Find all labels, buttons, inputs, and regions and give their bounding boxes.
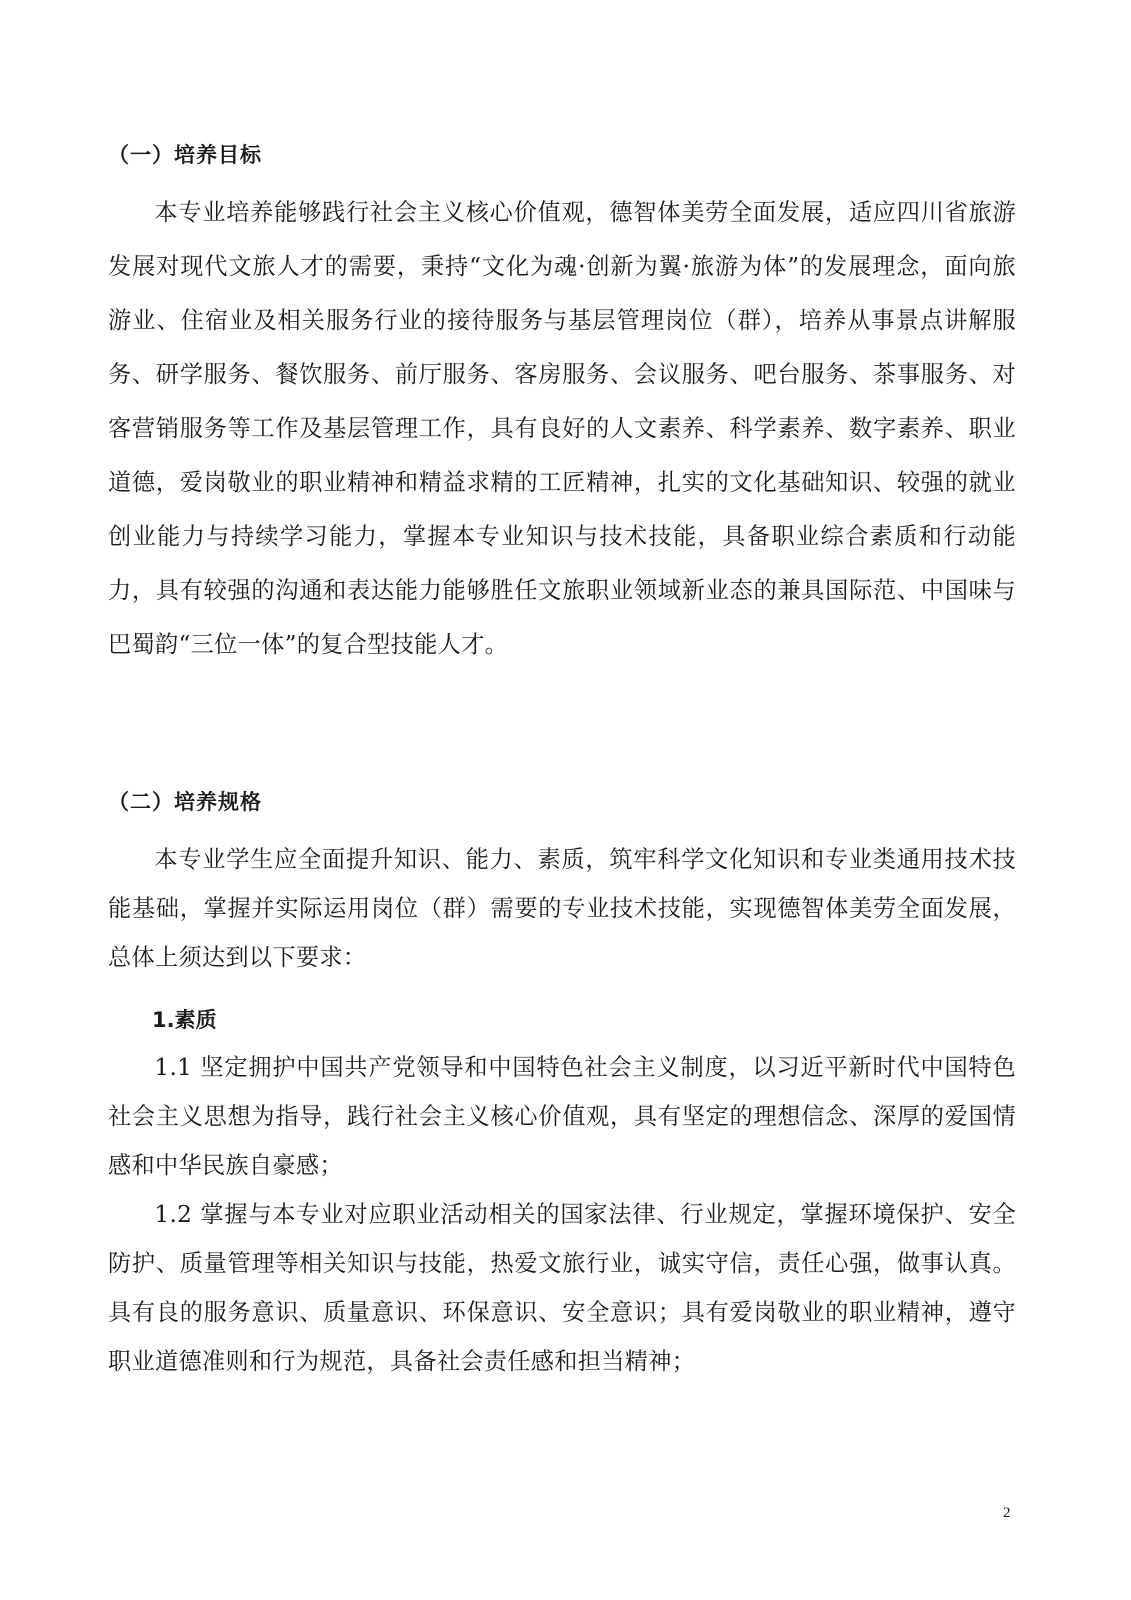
section-heading-training-goal: （一）培养目标 (108, 143, 262, 167)
quality-item-1-1: 1.1 坚定拥护中国共产党领导和中国特色社会主义制度，以习近平新时代中国特色社会主义思想为指导，践行社会主义核心价值观，具有坚定的理想信念、深厚的爱国情感和中华民族自豪感； (108, 1054, 1016, 1179)
training-spec-intro-paragraph: 本专业学生应全面提升知识、能力、素质，筑牢科学文化知识和专业类通用技术技能基础，掌握并实际运用岗位（群）需要的专业技术技能，实现德智体美劳全面发展，总体上须达到以下要求： (108, 846, 1016, 971)
training-goal-paragraph: 本专业培养能够践行社会主义核心价值观，德智体美劳全面发展，适应四川省旅游发展对现代文旅人才的需要，秉持“文化为魂·创新为翼·旅游为体”的发展理念，面向旅游业、住宿业及相关服务行业的接待服务与基层管理岗位（群），培养从事景点讲解服务、研学服务、餐饮服务、前厅服务、客房服务、会议服务、吧台服务、茶事服务、对客营销服务等工作及基层管理工作，具有良好的人文素养、科学素养、数字素养、职业道德，爱岗敬业的职业精神和精益求精的工匠精神，扎实的文化基础知识、较强的就业创业能力与持续学习能力，掌握本专业知识与技术技能，具备职业综合素质和行动能力，具有较强的沟通和表达能力能够胜任文旅职业领域新业态的兼具国际范、中国味与巴蜀韵“三位一体”的复合型技能人才。 (108, 199, 1016, 658)
quality-item-1-2: 1.2 掌握与本专业对应职业活动相关的国家法律、行业规定，掌握环境保护、安全防护、质量管理等相关知识与技能，热爱文旅行业，诚实守信，责任心强，做事认真。具有良的服务意识、质量意识、环保意识、安全意识；具有爱岗敬业的职业精神，遵守职业道德准则和行为规范，具备社会责任感和担当精神； (108, 1201, 1016, 1375)
sub-heading-quality: 1.素质 (152, 1008, 217, 1032)
section-heading-training-spec: （二）培养规格 (108, 790, 262, 814)
page-number: 2 (1003, 1505, 1011, 1521)
